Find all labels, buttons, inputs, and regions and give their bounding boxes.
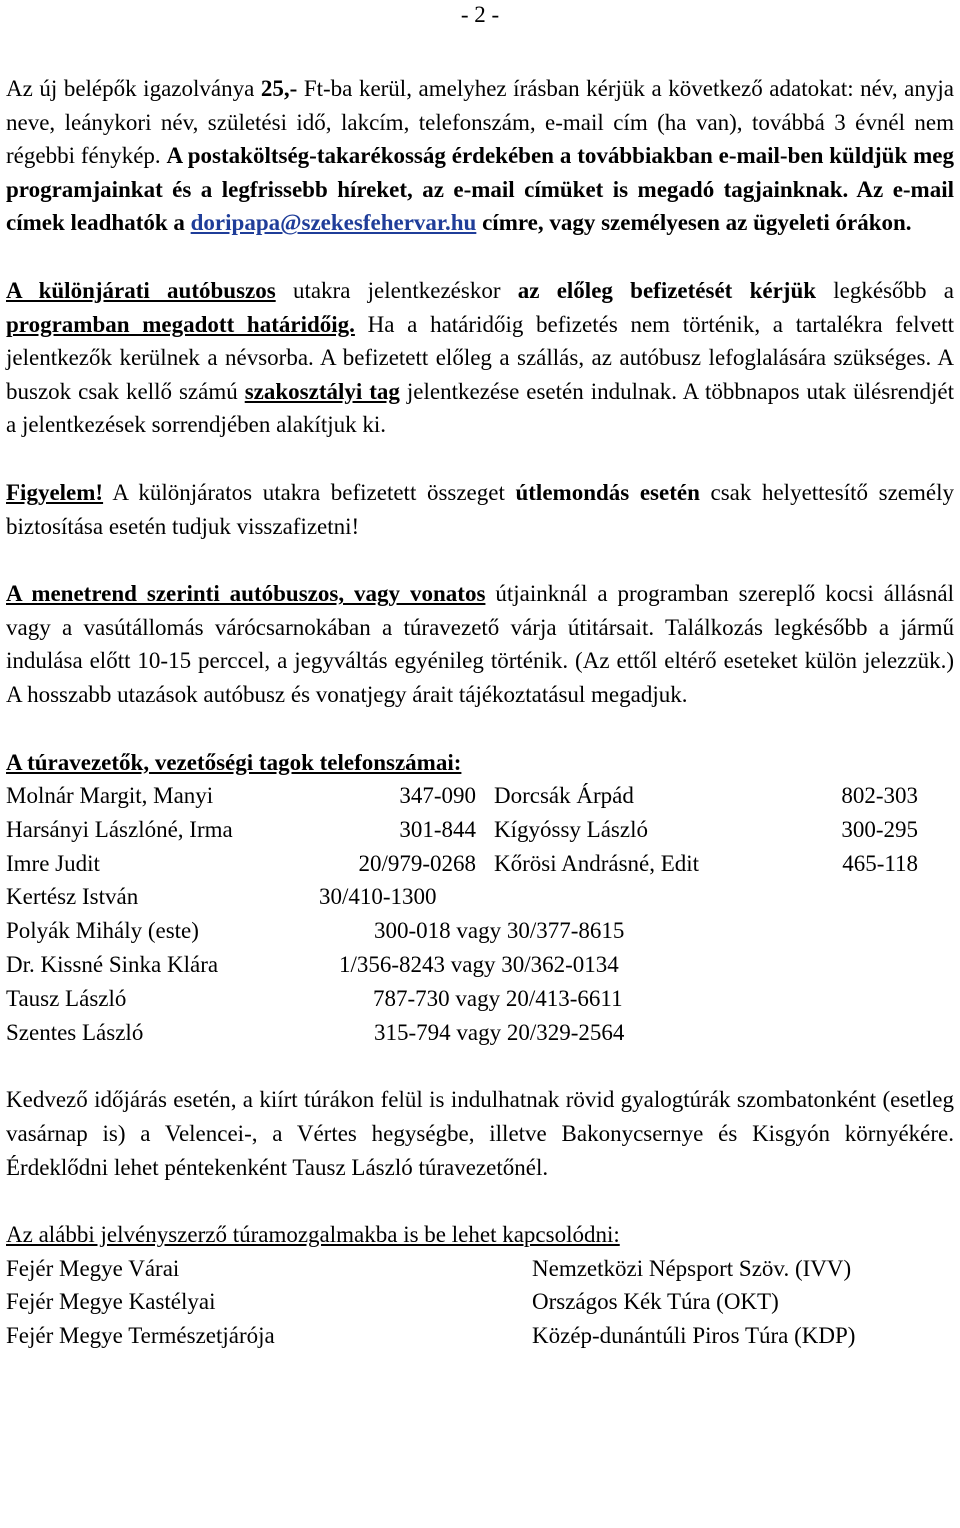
movement-row: Fejér Megye Természetjárója Közép-dunántúli Piros Túra (KDP) [6,1323,856,1349]
membership-fee: 25,- [260,76,298,101]
contact-row: Polyák Mihály (este) 300-018 vagy 30/377-8615 [6,918,625,944]
contact-row: Imre Judit 20/979-0268 Kőrösi Andrásné, Edit 465-118 [6,850,918,876]
contact-row: Szentes László 315-794 vagy 20/329-2564 [6,1019,625,1045]
contact-row: Dr. Kissné Sinka Klára 1/356-8243 vagy 30/362-0134 [6,952,619,978]
movement-row: Fejér Megye Várai Nemzetközi Népsport Szöv. (IVV) [6,1255,852,1281]
document-body [6,72,954,1353]
paragraph-short-hikes: Kedvező időjárás esetén, a kiírt túrákon felül is indulhatnak rövid gyalogtúrák szombatonként (esetleg vasárnap is) a Velencei-, a Vértes hegységbe, illetve Bakonycsernye és Kisgyón környékére. Érdeklődni lehet péntekenként Tausz László túravezetőnél. [6,1087,954,1180]
contact-row: Kertész István 30/410-1300 [6,884,437,910]
movement-row: Fejér Megye Kastélyai Országos Kék Túra (OKT) [6,1289,779,1315]
movements-heading: Az alábbi jelvényszerző túramozgalmakba is be lehet kapcsolódni: [6,1222,620,1248]
movements-section [6,1218,954,1352]
contact-row: Tausz László 787-730 vagy 20/413-6611 [6,985,623,1011]
paragraph-bus-trips: A különjárati autóbuszos utakra jelentkezéskor az előleg befizetését kérjük legkésőbb a programban megadott határidőig. Ha a határidőig befizetés nem történik, a tartalékra felvett jelentkezők kerülnek a névsorba. A befizetett előleg a szállás, az autóbusz lefoglalására szükséges. A buszok csak kellő számú szakosztályi tag jelentkezése esetén indulnak. A többnapos utak ülésrendjét a jelentkezések sorrendjében alakítjuk ki. [6,277,955,438]
contact-row: Molnár Margit, Manyi 347-090 Dorcsák Árpád 802-303 [6,783,918,809]
email-link[interactable]: doripapa@szekesfehervar.hu [190,210,477,236]
paragraph-warning: Figyelem! A különjáratos utakra befizetett összeget útlemondás esetén csak helyettesítő személy biztosítása esetén tudjuk visszafizetni! [6,479,954,539]
contacts-section [6,746,954,1050]
paragraph-membership: Az új belépők igazolványa 25,- Ft-ba kerül, amelyhez írásban kérjük a következő adatokat: név, anyja neve, leánykori név, születési idő, lakcím, telefonszám, e-mail cím (ha van), továbbá 3 évnél nem régebbi fénykép. A postaköltség-takarékosság érdekében a továbbiakban e-mail-ben küldjük meg programjainkat és a legfrissebb híreket, az e-mail címüket is megadó tagjainknak. Az e-mail címek leadhatók a doripapa@szekesfehervar.hu címre, vagy személyesen az ügyeleti órákon. [6,76,954,236]
paragraph-scheduled-trips: A menetrend szerinti autóbuszos, vagy vonatos útjainknál a programban szereplő kocsi állásnál vagy a vasútállomás várócsarnokában a túravezető várja útitársait. Találkozás legkésőbb a jármű indulása előtt 10-15 perccel, a jegyváltás egyénileg történik. (Az ettől eltérő eseteket külön jelezzük.) A hosszabb utazások autóbusz és vonatjegy árait tájékoztatásul megadjuk. [6,581,954,707]
contacts-heading: A túravezetők, vezetőségi tagok telefonszámai: [6,749,462,775]
page-number: - 2 - [460,2,500,27]
warning-label: Figyelem! [6,479,104,505]
contact-row: Harsányi Lászlóné, Irma 301-844 Kígyóssy László 300-295 [6,816,918,842]
